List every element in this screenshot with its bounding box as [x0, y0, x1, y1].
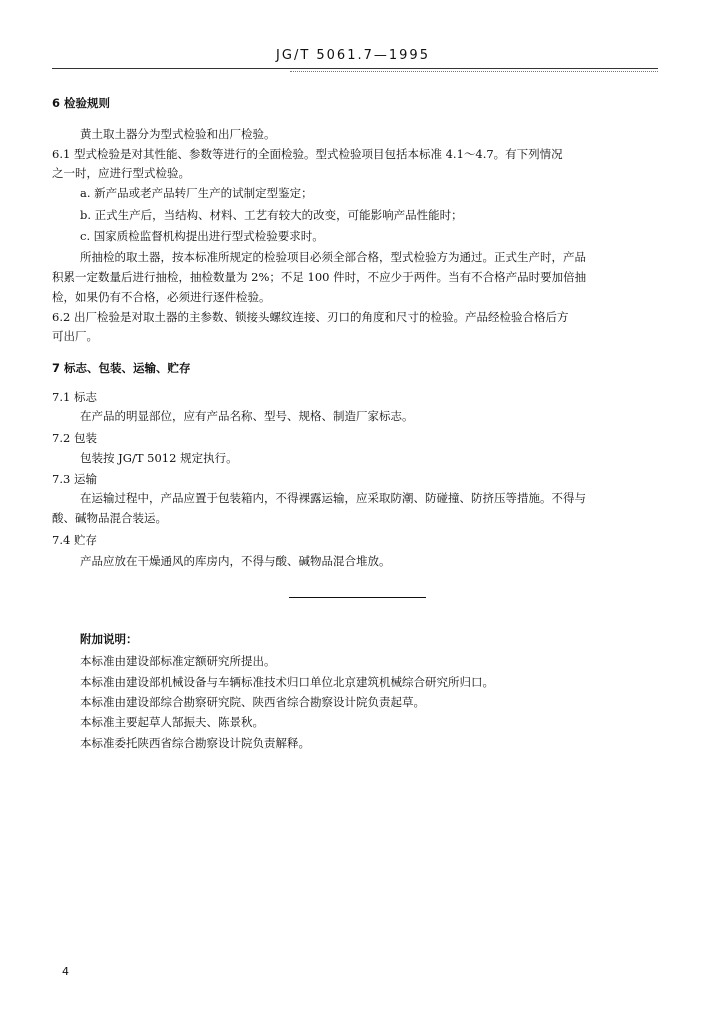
- clause-6-2-line-1: 6.2 出厂检验是对取土器的主参数、锁接头螺纹连接、刃口的角度和尺寸的检验。产品经检验合格后方: [52, 310, 569, 324]
- sampling-line-3: 检，如果仍有不合格，必须进行逐件检验。: [52, 290, 271, 304]
- clause-7-1-text: 在产品的明显部位，应有产品名称、型号、规格、制造厂家标志。: [80, 409, 414, 423]
- section-6-intro: 黄土取土器分为型式检验和出厂检验。: [80, 127, 276, 141]
- list-item-b: b. 正式生产后，当结构、材料、工艺有较大的改变，可能影响产品性能时；: [80, 208, 463, 222]
- header-rule: [52, 68, 658, 69]
- notes-line-4: 本标准主要起草人郜振夫、陈景秋。: [80, 715, 264, 729]
- clause-6-1-line-1: 6.1 型式检验是对其性能、参数等进行的全面检验。型式检验项目包括本标准 4.1～4.7。有下列情况: [52, 147, 563, 161]
- notes-title: 附加说明：: [80, 632, 138, 646]
- clause-7-3-line-2: 酸、碱物品混合装运。: [52, 511, 167, 525]
- clause-7-4-text: 产品应放在干燥通风的库房内，不得与酸、碱物品混合堆放。: [80, 554, 391, 568]
- notes-line-1: 本标准由建设部标准定额研究所提出。: [80, 654, 276, 668]
- page-number: 4: [62, 965, 69, 978]
- notes-line-2: 本标准由建设部机械设备与车辆标准技术归口单位北京建筑机械综合研究所归口。: [80, 675, 494, 689]
- sampling-line-2: 积累一定数量后进行抽检，抽检数量为 2%；不足 100 件时，不应少于两件。当有不合格产品时要加倍抽: [52, 270, 587, 284]
- clause-6-2-line-2: 可出厂。: [52, 329, 98, 343]
- section-6-heading: 6 检验规则: [52, 96, 111, 110]
- clause-7-4-title: 7.4 贮存: [52, 533, 97, 547]
- sampling-line-1: 所抽检的取土器，按本标准所规定的检验项目必须全部合格，型式检验方为通过。正式生产时，产品: [80, 250, 586, 264]
- list-item-c: c. 国家质检监督机构提出进行型式检验要求时。: [80, 229, 324, 243]
- section-separator: [289, 597, 426, 598]
- clause-6-1-line-2: 之一时，应进行型式检验。: [52, 166, 190, 180]
- notes-line-5: 本标准委托陕西省综合勘察设计院负责解释。: [80, 736, 310, 750]
- header-dotted-rule: [290, 71, 658, 72]
- standard-number-header: JG/T 5061.7—1995: [276, 48, 430, 63]
- clause-7-3-line-1: 在运输过程中，产品应置于包装箱内，不得裸露运输，应采取防潮、防碰撞、防挤压等措施。不得与: [80, 491, 586, 505]
- clause-7-2-text: 包装按 JG/T 5012 规定执行。: [80, 451, 238, 465]
- section-7-heading: 7 标志、包装、运输、贮存: [52, 361, 191, 375]
- notes-line-3: 本标准由建设部综合勘察研究院、陕西省综合勘察设计院负责起草。: [80, 695, 425, 709]
- clause-7-1-title: 7.1 标志: [52, 390, 97, 404]
- clause-7-3-title: 7.3 运输: [52, 472, 97, 486]
- clause-7-2-title: 7.2 包装: [52, 431, 97, 445]
- list-item-a: a. 新产品或老产品转厂生产的试制定型鉴定；: [80, 186, 313, 200]
